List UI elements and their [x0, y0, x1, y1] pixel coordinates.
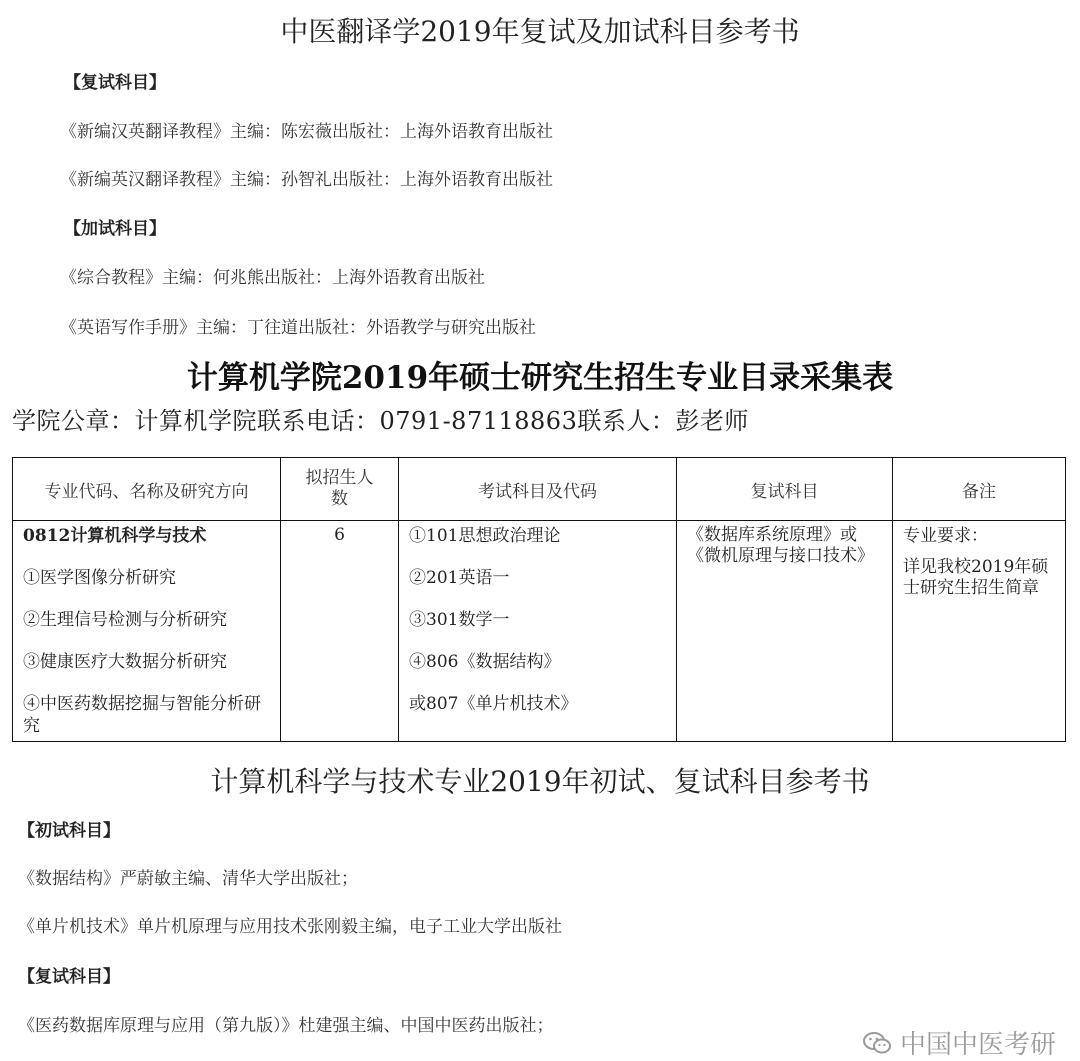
section1-title: 中医翻译学2019年复试及加试科目参考书	[280, 15, 800, 48]
exams-cell	[399, 521, 677, 742]
header-quota: 拟招生人数	[281, 458, 399, 521]
header-exams: 考试科目及代码	[399, 458, 677, 521]
initial-heading: 【初试科目】	[18, 821, 120, 841]
retest-book-1: 《新编汉英翻译教程》主编：陈宏薇出版社：上海外语教育出版社	[60, 122, 553, 142]
header-retest: 复试科目	[677, 458, 893, 521]
direction-item: ②生理信号检测与分析研究	[23, 610, 227, 630]
retest-cell	[677, 521, 893, 742]
major-catalog-table	[12, 457, 1066, 742]
retest-book-2: 《新编英汉翻译教程》主编：孙智礼出版社：上海外语教育出版社	[60, 170, 553, 190]
section3-title: 计算机科学与技术专业2019年初试、复试科目参考书	[210, 765, 870, 798]
retest-book-3: 《医药数据库原理与应用（第九版）》杜建强主编、中国中医药出版社；	[18, 1016, 554, 1036]
wechat-icon	[862, 1030, 892, 1056]
quota-value: 6	[334, 525, 345, 545]
exam-item: ①101思想政治理论	[409, 526, 561, 546]
initial-book-2: 《单片机技术》单片机原理与应用技术张刚毅主编，电子工业大学出版社	[18, 917, 562, 937]
retest-heading: 【复试科目】	[64, 73, 166, 93]
remark-cell	[893, 521, 1066, 742]
header-remark: 备注	[893, 458, 1066, 521]
table-row	[13, 521, 1066, 742]
direction-item: ①医学图像分析研究	[23, 568, 176, 588]
quota-cell	[281, 521, 399, 742]
section2-title: 计算机学院2019年硕士研究生招生专业目录采集表	[186, 360, 894, 396]
direction-item: ④中医药数据挖掘与智能分析研究	[23, 694, 261, 736]
remark-body: 详见我校2019年硕士研究生招生简章	[903, 557, 1049, 598]
direction-item: ③健康医疗大数据分析研究	[23, 652, 227, 672]
watermark-text: 中国中医考研	[899, 1030, 1056, 1060]
extra-book-1: 《综合教程》主编：何兆熊出版社：上海外语教育出版社	[60, 268, 485, 288]
initial-book-1: 《数据结构》严蔚敏主编、清华大学出版社；	[18, 869, 358, 889]
exam-item: ④806《数据结构》	[409, 652, 561, 672]
extra-heading: 【加试科目】	[64, 219, 166, 239]
exam-item: 或807《单片机技术》	[409, 694, 578, 714]
exam-item: ②201英语一	[409, 568, 510, 588]
watermark	[862, 1024, 1056, 1061]
contact-line: 学院公章：计算机学院联系电话：0791-87118863联系人：彭老师	[12, 407, 749, 435]
major-cell	[13, 521, 281, 742]
extra-book-2: 《英语写作手册》主编：丁往道出版社：外语教学与研究出版社	[60, 318, 536, 338]
header-major: 专业代码、名称及研究方向	[13, 458, 281, 521]
retest-heading-2: 【复试科目】	[18, 967, 120, 987]
table-header-row	[13, 458, 1066, 521]
remark-title: 专业要求：	[903, 526, 988, 546]
retest-subjects: 《数据库系统原理》或《微机原理与接口技术》	[687, 525, 874, 566]
exam-item: ③301数学一	[409, 610, 510, 630]
major-name: 0812计算机科学与技术	[23, 526, 207, 546]
